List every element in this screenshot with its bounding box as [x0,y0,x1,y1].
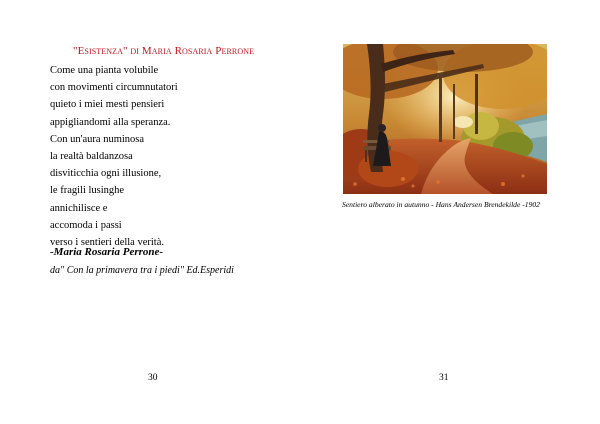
autumn-path-painting [343,44,547,194]
poem-body [50,62,178,251]
poem-line: disviticchia ogni illusione, [50,168,162,180]
poem-line: verso i sentieri della verità. [50,237,164,249]
poem-line: le fragili lusinghe [50,185,125,197]
poem-line: Come una pianta volubile [50,65,159,76]
page-number-right: 31 [439,373,449,383]
poem-line: con movimenti circumnutatori [50,82,178,94]
poem-line: accomoda i passi [50,219,122,231]
painting-caption: Sentiero alberato in autunno - Hans Andersen Brendekilde -1902 [342,200,540,209]
poem-line: la realtà baldanzosa [50,151,133,163]
poem-source: da" Con la primavera tra i piedi" Ed.Esperidi [50,265,234,276]
poem-line: Con un'aura numinosa [50,133,145,145]
page-number-left: 30 [148,373,158,383]
poem-line: annichilisce e [50,202,108,214]
poem-author: -Maria Rosaria Perrone- [50,246,164,258]
poem-title: "Esistenza" di Maria Rosaria Perrone [73,45,255,57]
poem-line: appigliandomi alla speranza. [50,116,171,128]
right-page [300,0,600,424]
poem-line: quieto i miei mesti pensieri [50,99,165,111]
